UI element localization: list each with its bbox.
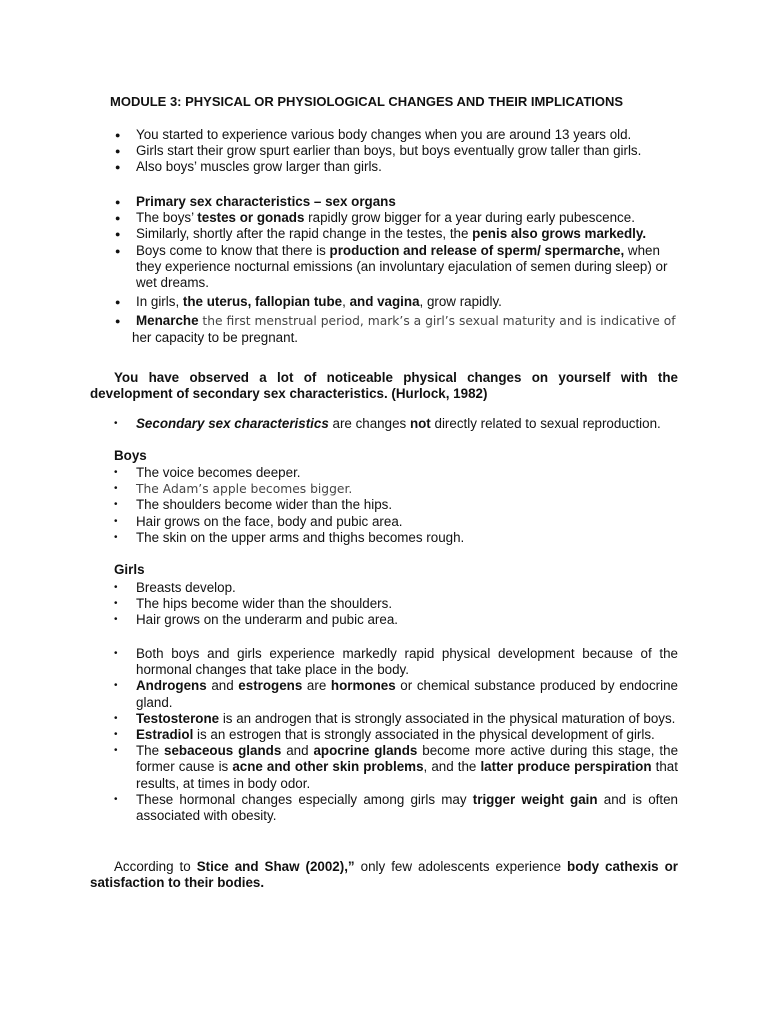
- bullet-icon: •: [114, 531, 118, 543]
- list-item: • The sebaceous glands and apocrine glands become more active during this stage, the former cause is acne and other skin problems, and the latter produce perspiration that results, at times in body odor.: [114, 743, 679, 791]
- hormones-list: [90, 646, 678, 824]
- list-item: ● The boys’ testes or gonads rapidly grow bigger for a year during early pubescence.: [115, 210, 635, 226]
- bullet-icon: •: [114, 712, 118, 724]
- primary-list: [90, 194, 678, 346]
- list-item: • These hormonal changes especially among girls may trigger weight gain and is often associated with obesity.: [114, 791, 679, 824]
- list-item: • The voice becomes deeper.: [114, 465, 301, 480]
- bullet-icon: •: [114, 614, 118, 626]
- list-item: ● Boys come to know that there is production and release of sperm/ spermarche, when they experience nocturnal emissions (an involuntary ejaculation of semen during sleep) or wet dreams.: [115, 242, 668, 291]
- bullet-icon: •: [114, 515, 118, 527]
- observed-paragraph: You have observed a lot of noticeable physical changes on yourself with the development of secondary sex characteristics. (Hurlock, 1982): [90, 370, 678, 402]
- bullet-icon: ●: [115, 162, 121, 173]
- bullet-icon: •: [114, 729, 118, 741]
- bullet-icon: •: [114, 499, 118, 511]
- closing-paragraph: According to Stice and Shaw (2002),” only few adolescents experience body cathexis or satisfaction to their bodies.: [90, 859, 679, 891]
- bullet-icon: ●: [115, 197, 121, 207]
- list-item: • Hair grows on the underarm and pubic area.: [114, 612, 399, 628]
- bullet-icon: •: [114, 418, 118, 429]
- list-item: ● You started to experience various body changes when you are around 13 years old.: [115, 127, 632, 142]
- list-item: ● Similarly, shortly after the rapid change in the testes, the penis also grows markedly.: [115, 226, 647, 242]
- bullet-icon: •: [114, 582, 118, 593]
- page-title: MODULE 3: PHYSICAL OR PHYSIOLOGICAL CHANGES AND THEIR IMPLICATIONS: [110, 94, 624, 109]
- boys-heading: Boys: [114, 448, 147, 463]
- list-item: • Breasts develop.: [114, 580, 236, 595]
- list-item: • Testosterone is an androgen that is strongly associated in the physical maturation of boys.: [114, 710, 676, 726]
- list-item: • The hips become wider than the shoulders.: [114, 596, 393, 612]
- list-item: • Secondary sex characteristics are changes not directly related to sexual reproduction.: [114, 416, 661, 431]
- list-item: • The shoulders become wider than the hips.: [114, 497, 393, 513]
- list-item: • Both boys and girls experience markedly rapid physical development because of the hormonal changes that take place in the body.: [114, 646, 678, 678]
- list-item: ● In girls, the uterus, fallopian tube, and vagina, grow rapidly.: [115, 294, 502, 310]
- bullet-icon: •: [114, 793, 118, 805]
- list-item: [90, 194, 678, 210]
- intro-list: [90, 127, 678, 176]
- girls-heading: Girls: [114, 562, 145, 577]
- secondary-list: [90, 416, 678, 432]
- bullet-icon: ●: [115, 316, 121, 327]
- bullet-icon: ●: [115, 130, 121, 140]
- list-item: • Androgens and estrogens are hormones or chemical substance produced by endocrine gland.: [114, 678, 679, 710]
- bullet-icon: ●: [115, 245, 121, 256]
- bullet-icon: •: [114, 745, 118, 757]
- bullet-icon: ●: [115, 297, 121, 308]
- bullet-icon: •: [114, 483, 118, 495]
- bullet-icon: •: [114, 598, 118, 610]
- list-item: ● Menarche the first menstrual period, mark’s a girl’s sexual maturity and is indicative of her capacity to be pregnant.: [115, 313, 676, 345]
- list-item: ● Also boys’ muscles grow larger than girls.: [115, 159, 382, 175]
- girls-list: [90, 580, 678, 629]
- list-item: • Estradiol is an estrogen that is strongly associated in the physical development of girls.: [114, 727, 655, 743]
- bullet-icon: ●: [115, 229, 121, 240]
- bullet-icon: •: [114, 467, 118, 478]
- list-item: • The skin on the upper arms and thighs becomes rough.: [114, 529, 465, 545]
- bullet-icon: •: [114, 648, 118, 659]
- bullet-icon: ●: [115, 146, 121, 157]
- bullet-icon: •: [114, 680, 118, 692]
- list-item: • Hair grows on the face, body and pubic area.: [114, 513, 403, 529]
- list-item: ● Girls start their grow spurt earlier than boys, but boys eventually grow taller than girls.: [115, 143, 642, 159]
- bullet-icon: ●: [115, 213, 121, 224]
- boys-list: [90, 465, 678, 546]
- primary-heading: Primary sex characteristics – sex organs: [136, 194, 396, 209]
- list-item: • The Adam’s apple becomes bigger.: [114, 482, 353, 497]
